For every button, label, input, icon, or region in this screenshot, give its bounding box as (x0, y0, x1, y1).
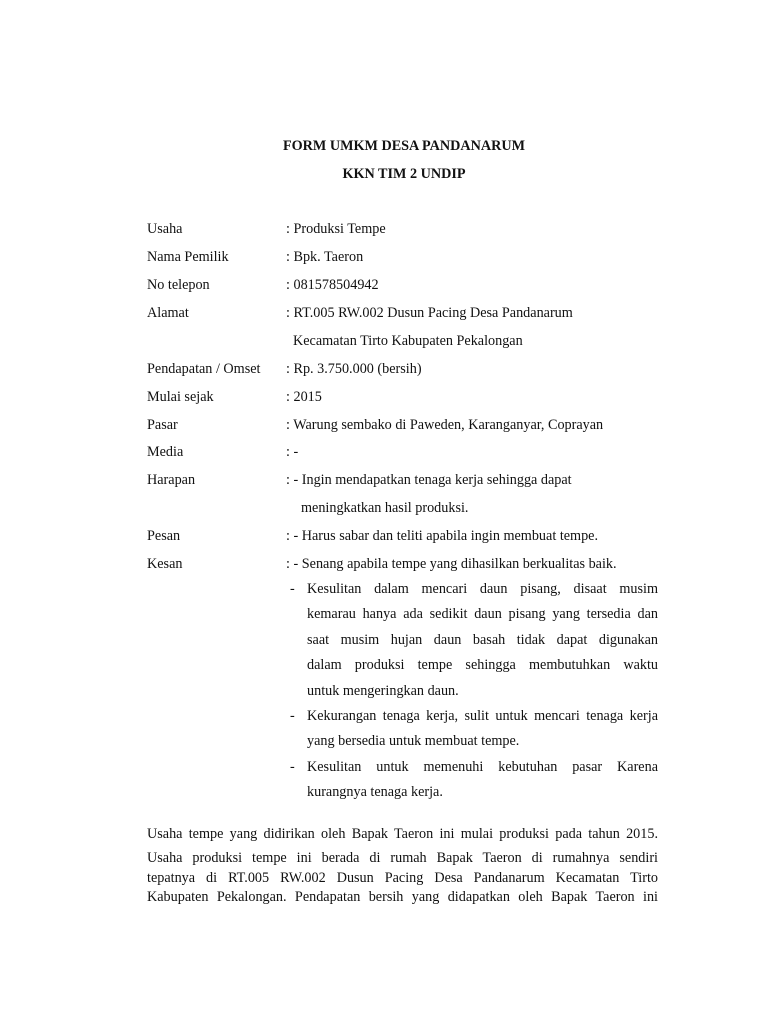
kesan-item-1-line-4: dalam produksi tempe sehingga membutuhkan waktu (307, 657, 658, 673)
label-harapan: Harapan (147, 472, 196, 488)
kesan-item-2-dash: - (290, 708, 295, 724)
kesan-item-3-line-2: kurangnya tenaga kerja. (307, 784, 443, 800)
kesan-item-3-dash: - (290, 759, 295, 775)
kesan-item-1-line-2: kemarau hanya ada sedikit daun pisang yang tersedia dan (307, 606, 658, 622)
value-alamat-cont: Kecamatan Tirto Kabupaten Pekalongan (293, 333, 523, 349)
label-media: Media (147, 444, 184, 460)
value-alamat: : RT.005 RW.002 Dusun Pacing Desa Pandanarum (286, 305, 573, 321)
label-pasar: Pasar (147, 417, 178, 433)
label-alamat: Alamat (147, 305, 189, 321)
paragraph-line-1: Usaha tempe yang didirikan oleh Bapak Taeron ini mulai produksi pada tahun 2015. (147, 826, 658, 842)
kesan-item-2-line-2: yang bersedia untuk membuat tempe. (307, 733, 520, 749)
label-nama-pemilik: Nama Pemilik (147, 249, 229, 265)
paragraph-line-4: Kabupaten Pekalongan. Pendapatan bersih yang didapatkan oleh Bapak Taeron ini (147, 889, 658, 905)
kesan-item-1-dash: - (290, 581, 295, 597)
value-usaha: : Produksi Tempe (286, 221, 386, 237)
value-nama-pemilik: : Bpk. Taeron (286, 249, 364, 265)
value-pendapatan: : Rp. 3.750.000 (bersih) (286, 361, 422, 377)
kesan-item-1-line-1: Kesulitan dalam mencari daun pisang, disaat musim (307, 581, 658, 597)
label-pesan: Pesan (147, 528, 181, 544)
value-pasar: : Warung sembako di Paweden, Karanganyar, Coprayan (286, 417, 604, 433)
value-no-telepon: : 081578504942 (286, 277, 379, 293)
value-mulai-sejak: : 2015 (286, 389, 322, 405)
kesan-item-1-line-5: untuk mengeringkan daun. (307, 683, 459, 699)
label-no-telepon: No telepon (147, 277, 210, 293)
form-subtitle: KKN TIM 2 UNDIP (342, 166, 466, 182)
form-title: FORM UMKM DESA PANDANARUM (282, 138, 526, 154)
label-mulai-sejak: Mulai sejak (147, 389, 214, 405)
value-pesan: : - Harus sabar dan teliti apabila ingin membuat tempe. (286, 528, 599, 544)
label-kesan: Kesan (147, 556, 183, 572)
value-harapan: : - Ingin mendapatkan tenaga kerja sehingga dapat (286, 472, 572, 488)
value-media: : - (286, 444, 299, 460)
kesan-item-1-line-3: saat musim hujan daun basah tidak dapat digunakan (307, 632, 658, 648)
label-usaha: Usaha (147, 221, 183, 237)
kesan-item-3-line-1: Kesulitan untuk memenuhi kebutuhan pasar Karena (307, 759, 658, 775)
paragraph-line-3: tepatnya di RT.005 RW.002 Dusun Pacing Desa Pandanarum Kecamatan Tirto (147, 870, 658, 886)
paragraph-line-2: Usaha produksi tempe ini berada di rumah Bapak Taeron di rumahnya sendiri (147, 850, 658, 866)
value-harapan-cont: meningkatkan hasil produksi. (301, 500, 469, 516)
kesan-item-2-line-1: Kekurangan tenaga kerja, sulit untuk mencari tenaga kerja (307, 708, 658, 724)
value-kesan: : - Senang apabila tempe yang dihasilkan berkualitas baik. (286, 556, 617, 572)
label-pendapatan: Pendapatan / Omset (147, 361, 261, 377)
